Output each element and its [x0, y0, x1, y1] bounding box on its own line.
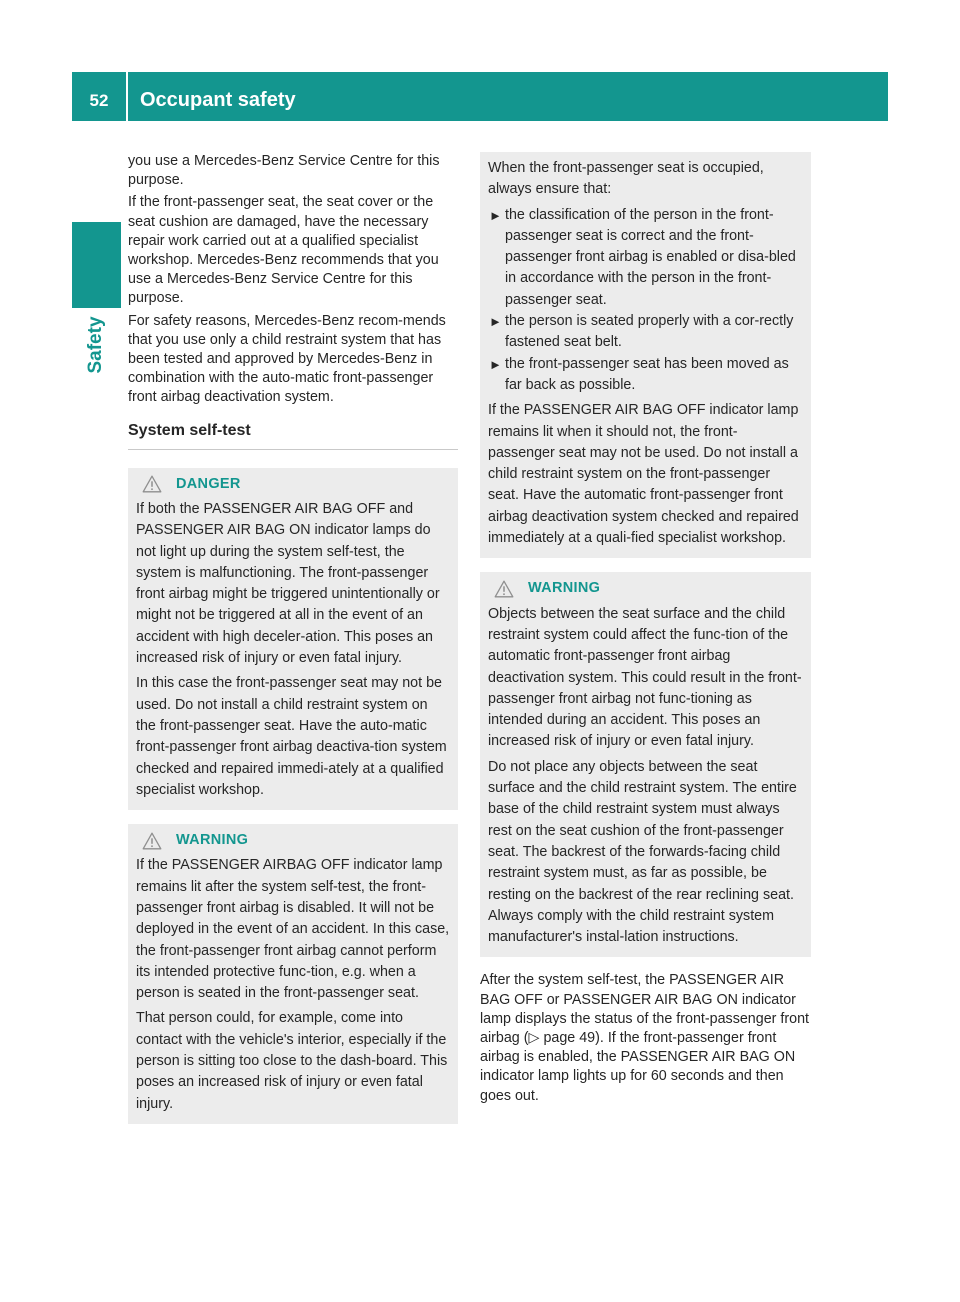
danger-text: If both the PASSENGER AIR BAG OFF and PASSENGER AIR BAG ON indicator lamps do not light up during the system self-test, the system is malfunctioning. The front-passenger front airbag might be triggered unintentionally or might not be triggered at all in the event of an accident with high deceler-ation. This poses an increased risk of injury or even fatal injury. — [136, 500, 440, 667]
warning-label: WARNING — [528, 580, 601, 597]
bullet-list — [488, 205, 803, 397]
warning-label: WARNING — [176, 832, 249, 849]
list-item-text: the front-passenger seat has been moved as far back as possible. — [505, 355, 789, 393]
warning-triangle-icon — [142, 832, 162, 850]
section-label: Safety — [85, 316, 106, 374]
list-item — [488, 354, 803, 397]
left-column — [128, 152, 458, 1124]
paragraph: If the front-passenger seat, the seat cover or the seat cushion are damaged, have the necessary repair work carried out at a qualified specialist workshop. Mercedes-Benz recommends that you use a Mercedes-Benz Service Centre for this purpose. — [128, 194, 439, 307]
section-heading: System self-test — [128, 422, 458, 450]
paragraph: For safety reasons, Mercedes-Benz recom-mends that you use only a child restraint system that has been tested and approved by Mercedes-Benz in combination with the auto-matic front-passenger front airbag deactivation system. — [128, 312, 446, 406]
page-title: Occupant safety — [140, 89, 296, 111]
right-column — [480, 152, 811, 1109]
bullet-icon: ► — [489, 356, 502, 372]
warning-text: Objects between the seat surface and the child restraint system could affect the func-tion of the automatic front-passenger front airbag deactivation system. This could result in the front-passenger front airbag not func-tioning as intended during an accident. This poses an increased risk of injury or even fatal injury. — [488, 605, 802, 750]
danger-box — [128, 468, 458, 810]
page-number: 52 — [89, 91, 109, 110]
list-item — [488, 311, 803, 354]
list-item-text: the person is seated properly with a cor-rectly fastened seat belt. — [505, 313, 794, 351]
warning-box — [480, 572, 811, 957]
list-item — [488, 205, 803, 311]
info-intro: When the front-passenger seat is occupied, always ensure that: — [488, 160, 764, 198]
danger-text: In this case the front-passenger seat may not be used. Do not install a child restraint system on the front-passenger seat. Have the auto-matic front-passenger front airbag deactiva-tion system checked and repaired immedi-ately at a qualified specialist workshop. — [136, 675, 447, 798]
header-divider — [126, 72, 128, 121]
warning-header — [488, 578, 803, 599]
paragraph: you use a Mercedes-Benz Service Centre for this purpose. — [128, 153, 440, 189]
list-item-text: the classification of the person in the front-passenger seat is correct and the front-passenger front airbag is enabled or disa-bled in accordance with the person in the front-passenger seat. — [505, 206, 796, 308]
warning-text: Do not place any objects between the seat surface and the child restraint system. The entire base of the child restraint system must always rest on the seat cushion of the front-passenger seat. The backrest of the forwards-facing child restraint system must, as far as possible, be resting on the backrest of the rear reclining seat. Always comply with the child restraint system manufacturer's instal-lation instructions. — [488, 758, 797, 946]
bullet-icon: ► — [489, 207, 502, 223]
warning-triangle-icon — [142, 475, 162, 493]
warning-box — [128, 824, 458, 1124]
danger-label: DANGER — [176, 475, 241, 492]
warning-text: If the PASSENGER AIRBAG OFF indicator lamp remains lit after the system self-test, the front-passenger front airbag is disabled. It will not be deployed in the event of an accident. In this case, the front-passenger front airbag cannot perform its intended protective func-tion, e.g. when a person is seated in the front-passenger seat. — [136, 857, 450, 1002]
paragraph: After the system self-test, the PASSENGER AIR BAG OFF or PASSENGER AIR BAG ON indicator lamp displays the status of the front-passenger front airbag (▷ page 49). If the front-passenger front airbag is enabled, the PASSENGER AIR BAG ON indicator lamp lights up for 60 seconds and then goes out. — [480, 972, 810, 1104]
danger-header — [136, 474, 450, 495]
bullet-icon: ► — [489, 314, 502, 330]
warning-text: That person could, for example, come into contact with the vehicle's interior, especially if the person is sitting too close to the dash-board. This poses an increased risk of injury or even fatal injury. — [136, 1010, 448, 1112]
section-tab — [72, 222, 121, 308]
warning-header — [136, 830, 450, 851]
info-text: If the PASSENGER AIR BAG OFF indicator lamp remains lit when it should not, the front-passenger seat may not be used. Do not install a child restraint system on the front-passenger seat. Have the automatic front-passenger front airbag deactivation system checked and repaired immediately at a quali-fied specialist workshop. — [488, 402, 799, 547]
warning-triangle-icon — [494, 580, 514, 598]
info-box — [480, 152, 811, 558]
